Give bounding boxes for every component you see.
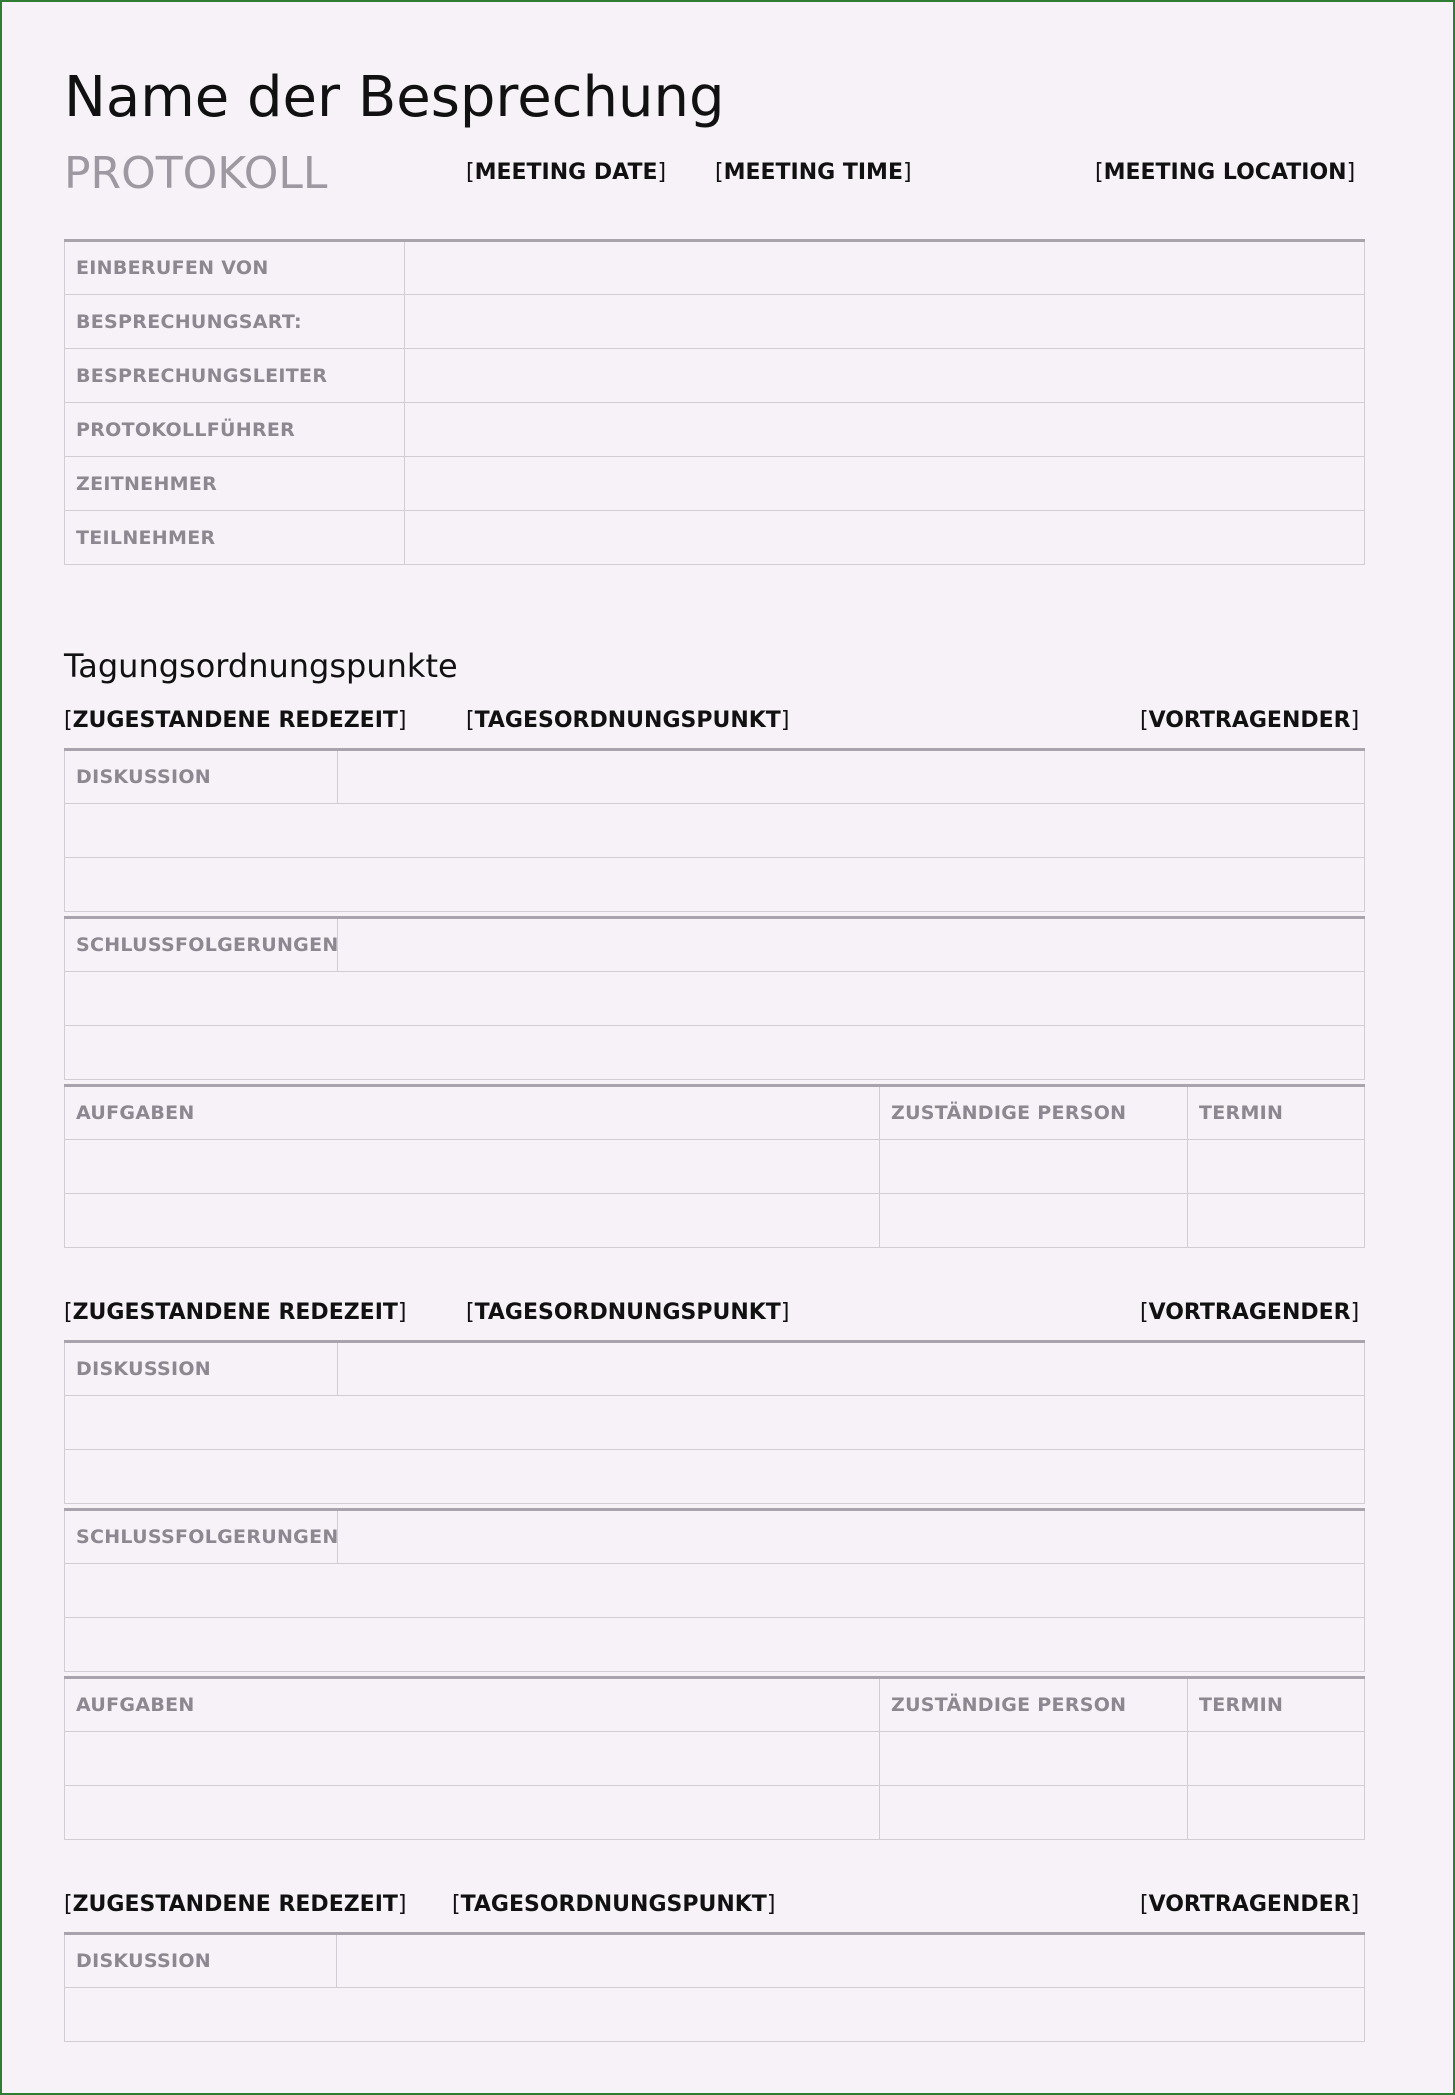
responsible-cell[interactable] <box>880 1786 1188 1840</box>
discussion-label: DISKUSSION <box>65 1934 337 1988</box>
info-value-cell[interactable] <box>405 295 1365 349</box>
tasks-table <box>64 1676 1365 1840</box>
agenda-topic[interactable]: [TAGESORDNUNGSPUNKT] <box>452 1892 776 1917</box>
allotted-time[interactable]: [ZUGESTANDENE REDEZEIT] <box>64 1300 407 1325</box>
info-row <box>65 349 1365 403</box>
discussion-cell[interactable] <box>338 750 1365 804</box>
info-row <box>65 457 1365 511</box>
responsible-cell[interactable] <box>880 1140 1188 1194</box>
agenda-topic-text: TAGESORDNUNGSPUNKT <box>474 708 781 733</box>
meeting-time-text: MEETING TIME <box>723 160 903 185</box>
conclusions-label: SCHLUSSFOLGERUNGEN <box>65 1510 338 1564</box>
conclusions-cell[interactable] <box>338 918 1365 972</box>
presenter[interactable]: [VORTRAGENDER] <box>1140 1892 1360 1917</box>
presenter-text: VORTRAGENDER <box>1148 1892 1351 1917</box>
info-row <box>65 403 1365 457</box>
allotted-time[interactable]: [ZUGESTANDENE REDEZEIT] <box>64 1892 407 1917</box>
info-row <box>65 241 1365 295</box>
responsible-cell[interactable] <box>880 1194 1188 1248</box>
task-cell[interactable] <box>65 1140 880 1194</box>
presenter[interactable]: [VORTRAGENDER] <box>1140 708 1360 733</box>
discussion-cell[interactable] <box>65 858 1365 912</box>
conclusions-cell[interactable] <box>338 1510 1365 1564</box>
conclusions-cell[interactable] <box>65 1618 1365 1672</box>
info-label: BESPRECHUNGSLEITER <box>65 349 405 403</box>
conclusions-cell[interactable] <box>65 1026 1365 1080</box>
conclusions-cell[interactable] <box>65 1564 1365 1618</box>
deadline-label: TERMIN <box>1188 1678 1365 1732</box>
deadline-cell[interactable] <box>1188 1140 1365 1194</box>
tasks-table <box>64 1084 1365 1248</box>
agenda-topic-text: TAGESORDNUNGSPUNKT <box>460 1892 767 1917</box>
info-value-cell[interactable] <box>405 403 1365 457</box>
conclusions-cell[interactable] <box>65 972 1365 1026</box>
discussion-cell[interactable] <box>337 1934 1365 1988</box>
info-label: ZEITNEHMER <box>65 457 405 511</box>
task-cell[interactable] <box>65 1786 880 1840</box>
info-value-cell[interactable] <box>405 511 1365 565</box>
agenda-topic-text: TAGESORDNUNGSPUNKT <box>474 1300 781 1325</box>
discussion-label: DISKUSSION <box>65 750 338 804</box>
meeting-date-text: MEETING DATE <box>474 160 658 185</box>
discussion-cell[interactable] <box>338 1342 1365 1396</box>
presenter-text: VORTRAGENDER <box>1148 708 1351 733</box>
discussion-table <box>64 748 1365 912</box>
info-value-cell[interactable] <box>405 241 1365 295</box>
tasks-label: AUFGABEN <box>65 1086 880 1140</box>
responsible-cell[interactable] <box>880 1732 1188 1786</box>
task-cell[interactable] <box>65 1732 880 1786</box>
info-value-cell[interactable] <box>405 457 1365 511</box>
conclusions-label: SCHLUSSFOLGERUNGEN <box>65 918 338 972</box>
info-label: BESPRECHUNGSART: <box>65 295 405 349</box>
deadline-cell[interactable] <box>1188 1732 1365 1786</box>
protocol-subtitle: PROTOKOLL <box>64 148 328 199</box>
discussion-cell[interactable] <box>65 1988 1365 2042</box>
discussion-cell[interactable] <box>65 1396 1365 1450</box>
presenter[interactable]: [VORTRAGENDER] <box>1140 1300 1360 1325</box>
task-cell[interactable] <box>65 1194 880 1248</box>
allotted-time[interactable]: [ZUGESTANDENE REDEZEIT] <box>64 708 407 733</box>
allotted-time-text: ZUGESTANDENE REDEZEIT <box>72 708 398 733</box>
discussion-label: DISKUSSION <box>65 1342 338 1396</box>
discussion-cell[interactable] <box>65 804 1365 858</box>
responsible-label: ZUSTÄNDIGE PERSON <box>880 1086 1188 1140</box>
info-row <box>65 295 1365 349</box>
deadline-label: TERMIN <box>1188 1086 1365 1140</box>
meeting-location[interactable]: [MEETING LOCATION] <box>1095 160 1356 185</box>
meeting-name-title[interactable]: Name der Besprechung <box>64 65 725 130</box>
conclusions-table <box>64 1508 1365 1672</box>
discussion-cell[interactable] <box>65 1450 1365 1504</box>
deadline-cell[interactable] <box>1188 1786 1365 1840</box>
meeting-info-table <box>64 239 1365 565</box>
meeting-time[interactable]: [MEETING TIME] <box>715 160 912 185</box>
meeting-date[interactable]: [MEETING DATE] <box>466 160 667 185</box>
allotted-time-text: ZUGESTANDENE REDEZEIT <box>72 1892 398 1917</box>
info-label: TEILNEHMER <box>65 511 405 565</box>
info-value-cell[interactable] <box>405 349 1365 403</box>
info-label: EINBERUFEN VON <box>65 241 405 295</box>
agenda-topic[interactable]: [TAGESORDNUNGSPUNKT] <box>466 708 790 733</box>
info-row <box>65 511 1365 565</box>
discussion-table <box>64 1932 1365 2042</box>
agenda-topic[interactable]: [TAGESORDNUNGSPUNKT] <box>466 1300 790 1325</box>
conclusions-table <box>64 916 1365 1080</box>
meeting-location-text: MEETING LOCATION <box>1103 160 1347 185</box>
deadline-cell[interactable] <box>1188 1194 1365 1248</box>
tasks-label: AUFGABEN <box>65 1678 880 1732</box>
info-label: PROTOKOLLFÜHRER <box>65 403 405 457</box>
presenter-text: VORTRAGENDER <box>1148 1300 1351 1325</box>
agenda-section-title: Tagungsordnungspunkte <box>64 647 458 685</box>
discussion-table <box>64 1340 1365 1504</box>
allotted-time-text: ZUGESTANDENE REDEZEIT <box>72 1300 398 1325</box>
responsible-label: ZUSTÄNDIGE PERSON <box>880 1678 1188 1732</box>
